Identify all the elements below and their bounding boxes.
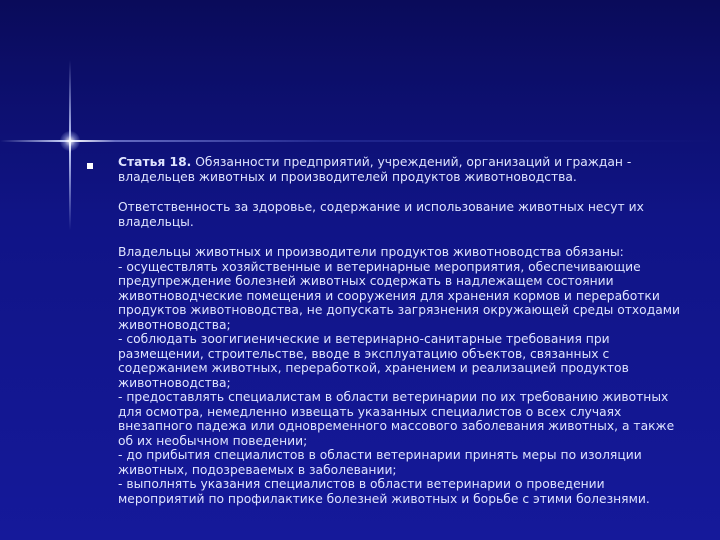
obligation-item: - соблюдать зоогигиенические и ветеринарно-санитарные требования при размещении, строительстве, вводе в эксплуатацию объектов, связанных с содержанием животных, переработкой, хранением и реализацией продуктов животноводства; bbox=[118, 332, 629, 390]
article-number: Статья 18. bbox=[118, 155, 192, 169]
square-bullet-icon bbox=[87, 163, 93, 169]
obligation-item: - предоставлять специалистам в области ветеринарии по их требованию животных для осмотра, немедленно извещать указанных специалистов о всех случаях внезапного падежа или одновременного массового заболевания животных, а также об их необычном поведении; bbox=[118, 390, 675, 448]
responsibility-paragraph: Ответственность за здоровье, содержание и использование животных несут их владельцы. bbox=[118, 200, 644, 229]
obligation-item: - выполнять указания специалистов в области ветеринарии о проведении мероприятий по профилактике болезней животных и борьбе с этими болезнями. bbox=[118, 477, 650, 506]
article-title: Обязанности предприятий, учреждений, организаций и граждан - владельцев животных и производителей продуктов животноводства. bbox=[118, 155, 632, 184]
sparkle-glow-icon bbox=[60, 131, 80, 151]
obligations-intro: Владельцы животных и производители продуктов животноводства обязаны: bbox=[118, 245, 624, 259]
sparkle-decoration-horizontal bbox=[0, 140, 720, 142]
obligation-item: - до прибытия специалистов в области ветеринарии принять меры по изоляции животных, подозреваемых в заболевании; bbox=[118, 448, 642, 477]
obligation-item: - осуществлять хозяйственные и ветеринарные мероприятия, обеспечивающие предупреждение болезней животных содержать в надлежащем состоянии животноводческие помещения и сооружения для хранения кормов и переработки продуктов животноводства, не допускать загрязнения окружающей среды отходами животноводства; bbox=[118, 259, 680, 332]
article-heading bbox=[118, 155, 683, 184]
slide-text-body bbox=[118, 155, 683, 506]
